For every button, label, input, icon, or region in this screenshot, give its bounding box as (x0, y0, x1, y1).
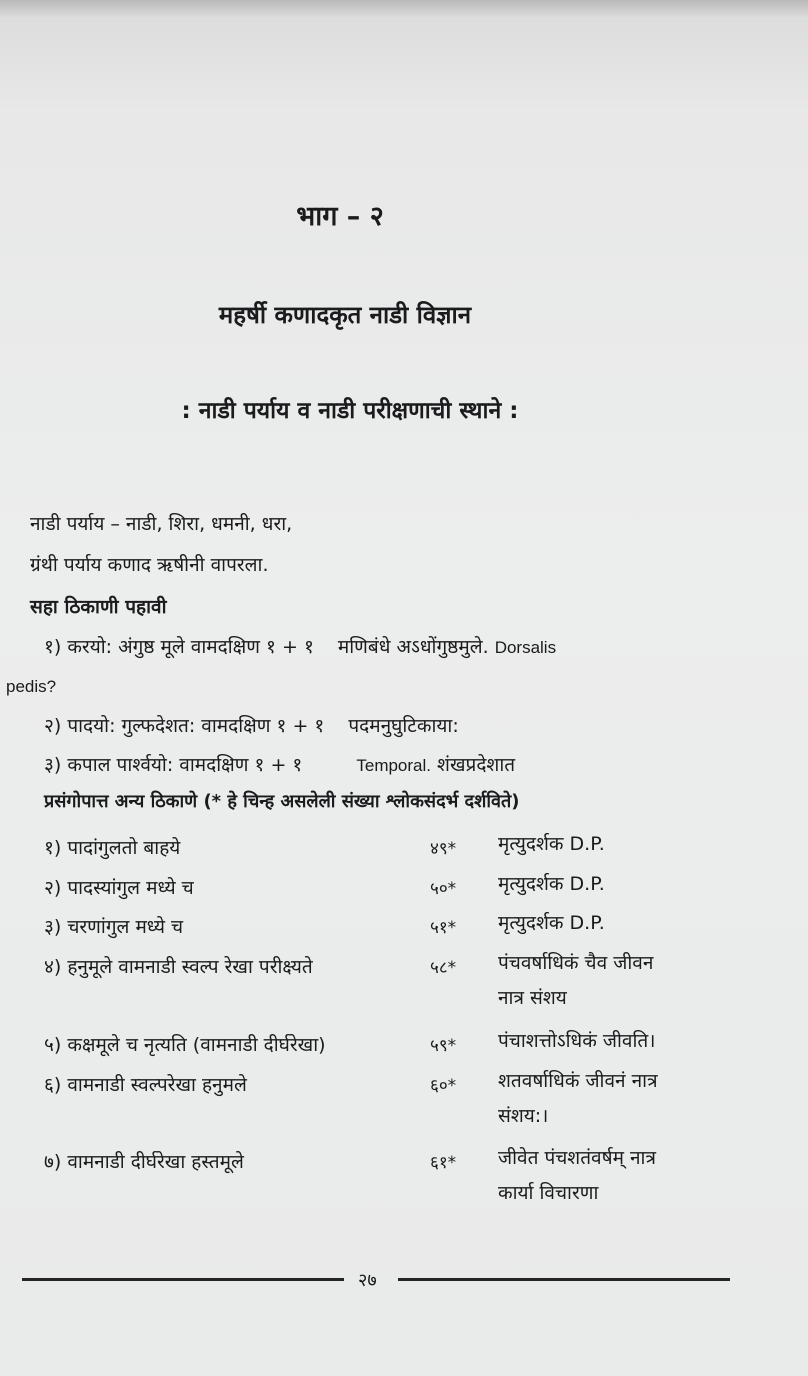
other-place-ref-3: ५१* (430, 918, 457, 938)
other-place-result-6a: शतवर्षाधिकं जीवनं नात्र (498, 1070, 658, 1092)
footer-rule-left (22, 1278, 344, 1281)
other-place-result-4b: नात्र संशय (498, 987, 567, 1009)
other-place-result-4a: पंचवर्षाधिकं चैव जीवन (498, 952, 654, 974)
other-place-ref-1: ४९* (430, 839, 457, 859)
other-place-ref-7: ६१* (430, 1153, 457, 1173)
other-place-result-7b: कार्या विचारणा (498, 1182, 599, 1204)
part-heading: भाग – २ (296, 201, 384, 232)
six-place-english-cont: pedis? (6, 677, 57, 696)
section-heading-six-places: सहा ठिकाणी पहावी (30, 596, 167, 618)
footer-rule-right (398, 1278, 730, 1281)
other-place-label-2: २) पादस्यांगुल मध्ये च (44, 877, 194, 899)
six-place-note: मणिबंधे अऽधोंगुष्ठमुले. (337, 636, 489, 658)
six-place-row-3 (44, 751, 515, 777)
other-place-ref-5: ५९* (430, 1036, 457, 1056)
six-place-row-2 (44, 712, 459, 738)
other-place-label-6: ६) वामनाडी स्वल्परेखा हनुमले (44, 1074, 247, 1096)
other-place-label-4: ४) हनुमूले वामनाडी स्वल्प रेखा परीक्ष्यते (44, 956, 313, 978)
six-place-english: Dorsalis (494, 638, 557, 657)
other-place-result-5: पंचाशत्तोऽधिकं जीवति। (498, 1030, 656, 1052)
other-place-ref-4: ५८* (430, 958, 457, 978)
six-place-row-1 (44, 633, 556, 659)
other-place-label-3: ३) चरणांगुल मध्ये च (44, 916, 184, 938)
other-place-ref-2: ५०* (430, 879, 457, 899)
other-place-result-2: मृत्युदर्शक D.P. (498, 873, 605, 895)
section-heading-other-places: प्रसंगोपात्त अन्य ठिकाणे (* हे चिन्ह असलेली संख्या श्लोकसंदर्भ दर्शविते) (44, 791, 520, 812)
other-place-result-1: मृत्युदर्शक D.P. (498, 833, 605, 855)
chapter-subtitle: : नाडी पर्याय व नाडी परीक्षणाची स्थाने : (181, 398, 519, 424)
six-place-label: १) करयो: अंगुष्ठ मूले वामदक्षिण १ + १ (44, 636, 314, 658)
other-place-result-3: मृत्युदर्शक D.P. (498, 912, 605, 934)
six-place-label: २) पादयो: गुल्फदेशत: वामदक्षिण १ + १ (44, 715, 325, 737)
page-top-shadow (0, 0, 808, 18)
other-place-label-1: १) पादांगुलतो बाहये (44, 837, 181, 859)
intro-line-1: नाडी पर्याय – नाडी, शिरा, धमनी, धरा, (30, 513, 293, 535)
other-place-label-5: ५) कक्षमूले च नृत्यति (वामनाडी दीर्घरेखा) (44, 1034, 326, 1056)
six-place-note: पदमनुघुटिकाया: (348, 715, 459, 737)
chapter-title: महर्षी कणादकृत नाडी विज्ञान (218, 301, 472, 329)
six-place-label: ३) कपाल पार्श्वयो: वामदक्षिण १ + १ (44, 754, 303, 776)
six-place-note: शंखप्रदेशात (437, 754, 516, 776)
page-number: २७ (358, 1270, 377, 1291)
other-place-label-7: ७) वामनाडी दीर्घरेखा हस्तमूले (44, 1151, 244, 1173)
six-place-english: Temporal. (356, 756, 431, 775)
other-place-result-6b: संशय:। (498, 1105, 549, 1127)
other-place-ref-6: ६०* (430, 1076, 457, 1096)
intro-line-2: ग्रंथी पर्याय कणाद ऋषीनी वापरला. (30, 554, 269, 576)
other-place-result-7a: जीवेत पंचशतंवर्षम् नात्र (498, 1147, 656, 1169)
